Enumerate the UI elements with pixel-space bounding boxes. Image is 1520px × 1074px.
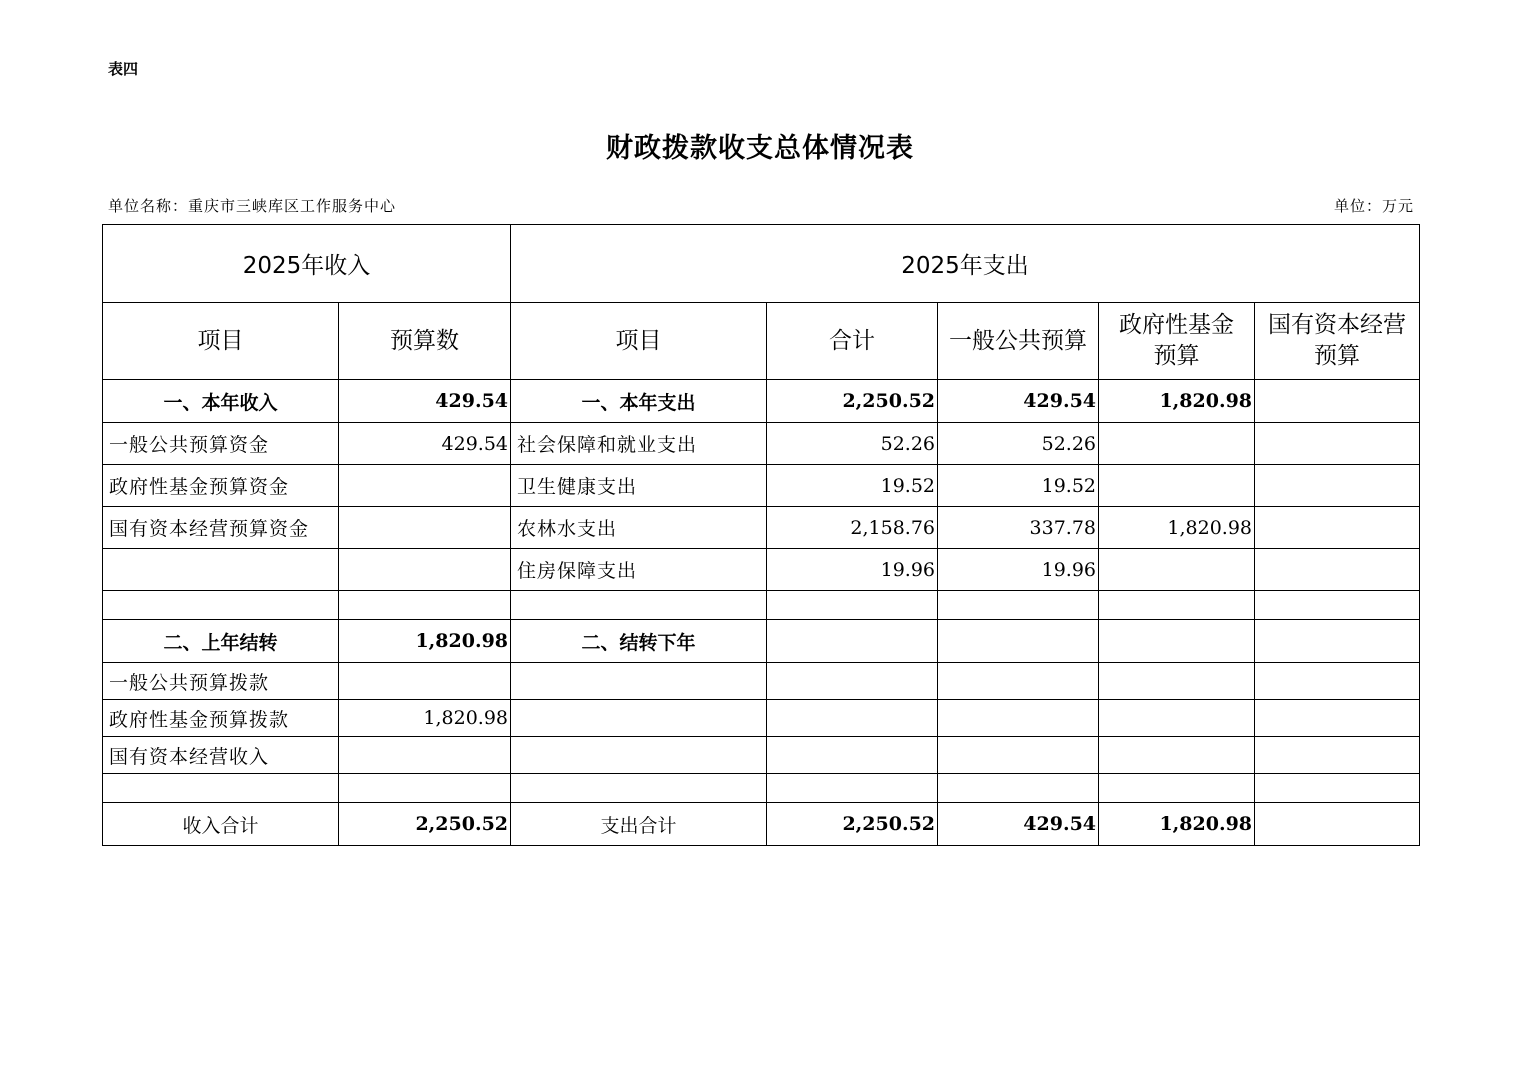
section-header-row — [103, 225, 1420, 303]
col-income-budget: 预算数 — [339, 303, 511, 380]
cell: 国有资本经营预算资金 — [103, 507, 339, 549]
cell — [1255, 591, 1420, 620]
budget-table — [102, 224, 1420, 846]
cell — [339, 591, 511, 620]
cell: 1,820.98 — [339, 620, 511, 663]
cell — [938, 663, 1099, 700]
income-total-value: 2,250.52 — [339, 803, 511, 846]
cell — [103, 774, 339, 803]
expense-total-value: 2,250.52 — [767, 803, 938, 846]
col-income-item: 项目 — [103, 303, 339, 380]
expense-section-header: 2025年支出 — [511, 225, 1420, 303]
cell — [339, 549, 511, 591]
cell: 52.26 — [767, 423, 938, 465]
gov-fund-total: 1,820.98 — [1099, 803, 1255, 846]
cell — [1255, 465, 1420, 507]
cell — [938, 591, 1099, 620]
cell: 住房保障支出 — [511, 549, 767, 591]
cell — [339, 465, 511, 507]
cell — [938, 737, 1099, 774]
unit-name-label: 单位名称：重庆市三峡库区工作服务中心 — [108, 197, 397, 215]
cell — [938, 774, 1099, 803]
cell — [1255, 423, 1420, 465]
cell — [767, 700, 938, 737]
cell — [1255, 507, 1420, 549]
cell: 337.78 — [938, 507, 1099, 549]
col-state-capital-line1: 国有资本经营 — [1268, 312, 1407, 338]
cell — [1255, 700, 1420, 737]
cell: 19.52 — [767, 465, 938, 507]
table-row — [103, 591, 1420, 620]
cell — [103, 591, 339, 620]
cell — [103, 549, 339, 591]
cell: 1,820.98 — [339, 700, 511, 737]
table-row — [103, 507, 1420, 549]
cell: 国有资本经营收入 — [103, 737, 339, 774]
cell — [1099, 620, 1255, 663]
cell: 二、上年结转 — [103, 620, 339, 663]
cell — [1255, 620, 1420, 663]
cell — [1255, 663, 1420, 700]
cell: 429.54 — [938, 380, 1099, 423]
state-capital-total — [1255, 803, 1420, 846]
cell: 一、本年收入 — [103, 380, 339, 423]
cell: 一、本年支出 — [511, 380, 767, 423]
col-expense-item: 项目 — [511, 303, 767, 380]
cell: 19.96 — [938, 549, 1099, 591]
col-state-capital-line2: 预算 — [1314, 343, 1361, 369]
cell — [767, 591, 938, 620]
cell — [938, 620, 1099, 663]
totals-row — [103, 803, 1420, 846]
col-state-capital — [1255, 303, 1420, 380]
cell: 2,250.52 — [767, 380, 938, 423]
cell — [339, 774, 511, 803]
col-gov-fund-line2: 预算 — [1153, 343, 1200, 369]
col-gov-fund-line1: 政府性基金 — [1119, 312, 1235, 338]
cell: 2,158.76 — [767, 507, 938, 549]
cell — [1099, 465, 1255, 507]
cell: 二、结转下年 — [511, 620, 767, 663]
cell: 19.52 — [938, 465, 1099, 507]
cell — [339, 737, 511, 774]
cell — [767, 620, 938, 663]
general-budget-total: 429.54 — [938, 803, 1099, 846]
income-section-header: 2025年收入 — [103, 225, 511, 303]
cell: 一般公共预算拨款 — [103, 663, 339, 700]
cell — [938, 700, 1099, 737]
cell — [1099, 423, 1255, 465]
cell — [511, 663, 767, 700]
cell — [1255, 549, 1420, 591]
cell — [339, 507, 511, 549]
cell — [1099, 549, 1255, 591]
col-gov-fund — [1099, 303, 1255, 380]
cell — [767, 663, 938, 700]
cell — [511, 774, 767, 803]
cell — [511, 591, 767, 620]
cell: 429.54 — [339, 423, 511, 465]
cell: 429.54 — [339, 380, 511, 423]
cell: 一般公共预算资金 — [103, 423, 339, 465]
expense-total-label: 支出合计 — [511, 803, 767, 846]
table-row — [103, 700, 1420, 737]
cell — [1099, 663, 1255, 700]
cell: 1,820.98 — [1099, 507, 1255, 549]
cell: 卫生健康支出 — [511, 465, 767, 507]
cell — [1255, 380, 1420, 423]
cell: 农林水支出 — [511, 507, 767, 549]
cell — [767, 737, 938, 774]
cell: 52.26 — [938, 423, 1099, 465]
cell — [1255, 737, 1420, 774]
table-row — [103, 465, 1420, 507]
currency-unit-label: 单位：万元 — [1333, 197, 1414, 215]
income-total-label: 收入合计 — [103, 803, 339, 846]
col-total: 合计 — [767, 303, 938, 380]
cell — [1099, 737, 1255, 774]
cell — [1099, 700, 1255, 737]
table-row — [103, 620, 1420, 663]
cell — [1255, 774, 1420, 803]
table-row — [103, 380, 1420, 423]
cell — [1099, 774, 1255, 803]
page-title: 财政拨款收支总体情况表 — [606, 133, 914, 164]
cell: 政府性基金预算拨款 — [103, 700, 339, 737]
cell: 社会保障和就业支出 — [511, 423, 767, 465]
cell — [1099, 591, 1255, 620]
cell — [339, 663, 511, 700]
table-row — [103, 774, 1420, 803]
table-row — [103, 737, 1420, 774]
cell — [767, 774, 938, 803]
cell: 政府性基金预算资金 — [103, 465, 339, 507]
cell — [511, 700, 767, 737]
table-row — [103, 549, 1420, 591]
cell: 19.96 — [767, 549, 938, 591]
cell: 1,820.98 — [1099, 380, 1255, 423]
table-number-label: 表四 — [108, 60, 139, 78]
column-header-row — [103, 303, 1420, 380]
table-row — [103, 423, 1420, 465]
table-row — [103, 663, 1420, 700]
col-general-budget: 一般公共预算 — [938, 303, 1099, 380]
cell — [511, 737, 767, 774]
